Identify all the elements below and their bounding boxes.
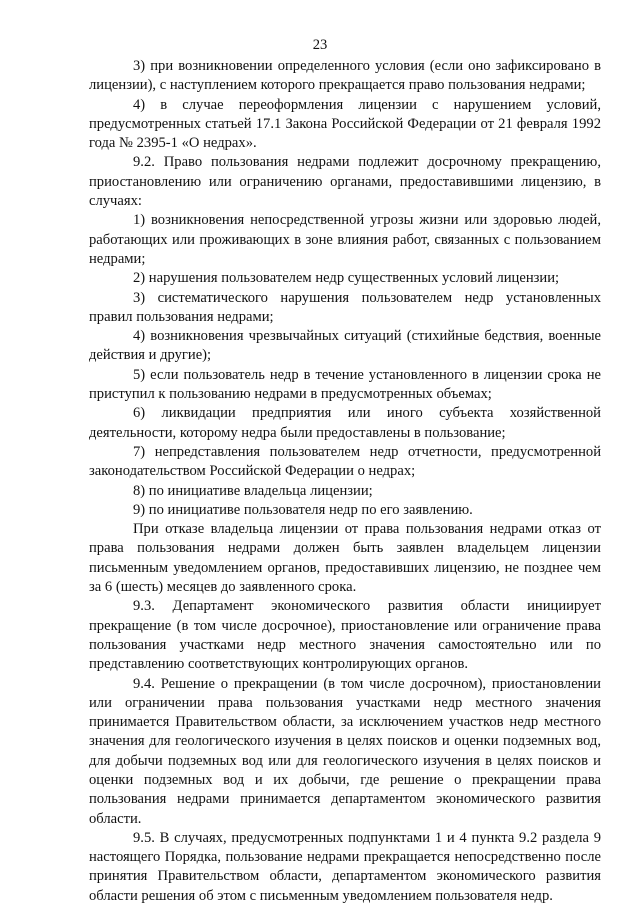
paragraph-clause-4: 4) в случае переоформления лицензии с нарушением условий, предусмотренных статьей 17.1 Закона Российской Федерации от 21 февраля 1992 года № 2395-1 «О недрах».	[89, 96, 601, 152]
paragraph-9-2-item-3: 3) систематического нарушения пользователем недр установленных правил пользования недрами;	[89, 289, 601, 325]
paragraph-9-3: 9.3. Департамент экономического развития области инициирует прекращение (в том числе досрочное), приостановление или ограничение права пользования участками недр местного значения самостоятельно или по представлению соответствующих контролирующих органов.	[89, 598, 601, 673]
page-number: 23	[312, 37, 328, 53]
paragraph-9-5: 9.5. В случаях, предусмотренных подпунктами 1 и 4 пункта 9.2 раздела 9 настоящего Порядка, пользование недрами прекращается непосредственно после принятия Правительством области, департаментом экономического развития области решения об этом с письменным уведомлением пользователя недр.	[89, 829, 601, 904]
document-body	[89, 57, 601, 905]
paragraph-9-2: 9.2. Право пользования недрами подлежит досрочному прекращению, приостановлению или ограничению органами, предоставившими лицензию, в случаях:	[89, 154, 601, 210]
paragraph-9-4: 9.4. Решение о прекращении (в том числе досрочном), приостановлении или ограничении права пользования участками недр местного значения принимается Правительством области, за исключением участков недр местного значения для геологического изучения в целях поисков и оценки подземных вод, для добычи подземных вод или для геологического изучения в целях поисков и оценки подземных вод и их добычи, где решение о прекращении права пользования недрами принимается департаментом экономического развития области.	[89, 675, 601, 827]
paragraph-9-2-item-8: 8) по инициативе владельца лицензии;	[133, 482, 373, 499]
paragraph-9-2-item-1: 1) возникновения непосредственной угрозы жизни или здоровью людей, работающих или проживающих в зоне влияния работ, связанных с пользованием недрами;	[89, 212, 601, 267]
paragraph-9-2-item-6: 6) ликвидации предприятия или иного субъекта хозяйственной деятельности, которому недра были предоставлены в пользование;	[89, 405, 601, 441]
paragraph-9-2-item-7: 7) непредставления пользователем недр отчетности, предусмотренной законодательством Российской Федерации о недрах;	[89, 443, 601, 480]
paragraph-refusal-notice: При отказе владельца лицензии от права пользования недрами отказ от права пользования недрами должен быть заявлен владельцем лицензии письменным уведомлением органов, предоставивших лицензию, не позднее чем за 6 (шесть) месяцев до заявленного срока.	[89, 521, 601, 596]
paragraph-9-2-item-2: 2) нарушения пользователем недр существенных условий лицензии;	[133, 270, 560, 287]
paragraph-9-2-item-4: 4) возникновения чрезвычайных ситуаций (стихийные бедствия, военные действия и другие);	[89, 328, 601, 364]
paragraph-clause-3: 3) при возникновении определенного условия (если оно зафиксировано в лицензии), с наступлением которого прекращается право пользования недрами;	[89, 58, 601, 94]
paragraph-9-2-item-5: 5) если пользователь недр в течение установленного в лицензии срока не приступил к пользованию недрами в предусмотренных объемах;	[89, 366, 601, 403]
paragraph-9-2-item-9: 9) по инициативе пользователя недр по его заявлению.	[133, 501, 473, 518]
